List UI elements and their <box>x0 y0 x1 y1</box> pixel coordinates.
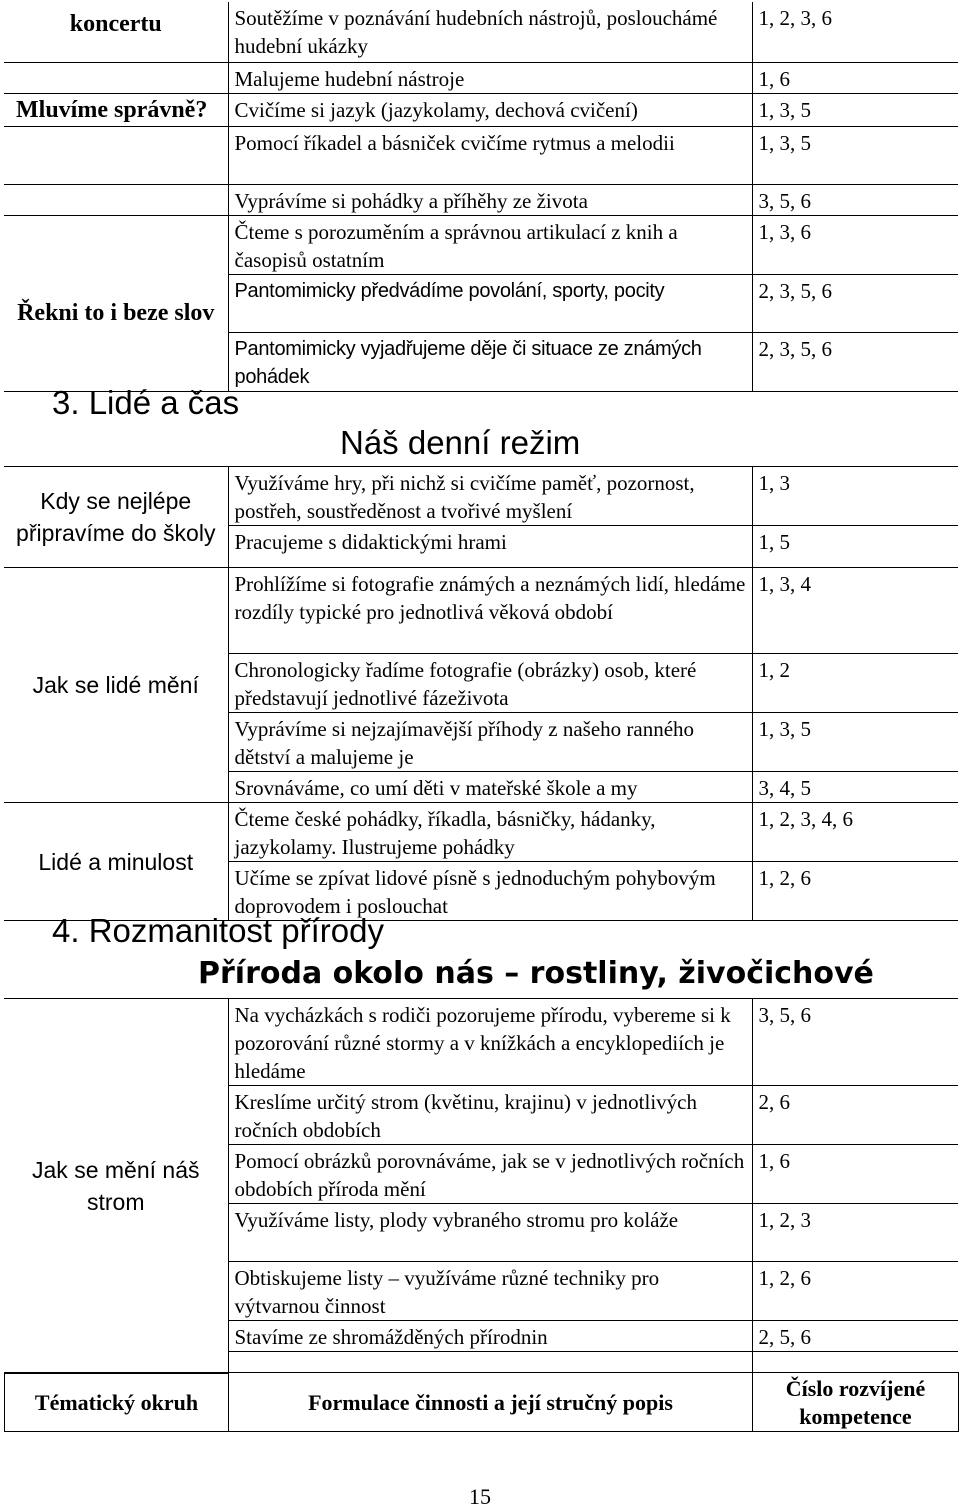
activity-cell: Obtiskujeme listy – využíváme různé techniky pro výtvarnou činnost <box>228 1262 752 1321</box>
section-subtitle: Náš denní režim <box>340 424 581 461</box>
competence-cell: 1, 3, 4 <box>752 568 958 654</box>
activity-cell: Prohlížíme si fotografie známých a neznámých lidí, hledáme rozdíly typické pro jednotlivá věková období <box>228 568 752 654</box>
empty-cell <box>228 1352 752 1374</box>
activity-cell: Pomocí říkadel a básniček cvičíme rytmus a melodii <box>228 126 752 184</box>
competence-cell: 1, 6 <box>752 62 958 93</box>
empty-cell <box>4 62 228 93</box>
competence-cell: 2, 5, 6 <box>752 1321 958 1352</box>
section-subtitle: Příroda okolo nás – rostliny, živočichové <box>198 956 874 991</box>
competence-cell: 1, 3, 5 <box>752 713 958 772</box>
competence-cell: 1, 2, 3, 4, 6 <box>752 803 958 862</box>
topic-cell: Řekni to i beze slov <box>4 215 228 391</box>
activity-cell: Pantomimicky předvádíme povolání, sporty, pocity <box>228 274 752 332</box>
activity-cell: Čteme s porozuměním a správnou artikulací z knih a časopisů ostatním <box>228 215 752 274</box>
legend-activity: Formulace činnosti a její stručný popis <box>229 1373 753 1432</box>
activity-cell: Pracujeme s didaktickými hrami <box>228 526 752 568</box>
activity-cell: Soutěžíme v poznávání hudebních nástrojů, poslouchámé hudební ukázky <box>228 2 752 62</box>
table-activities-2 <box>4 466 958 921</box>
activity-cell: Čteme české pohádky, říkadla, básničky, hádanky, jazykolamy. Ilustrujeme pohádky <box>228 803 752 862</box>
legend-topic: Tématický okruh <box>5 1373 229 1432</box>
topic-cell: Mluvíme správně? <box>4 93 228 126</box>
activity-cell: Malujeme hudební nástroje <box>228 62 752 93</box>
empty-cell <box>4 126 228 184</box>
competence-cell: 2, 3, 5, 6 <box>752 332 958 391</box>
table-activities-1 <box>4 2 958 392</box>
competence-cell: 1, 6 <box>752 1145 958 1204</box>
section-title: 3. Lidé a čas <box>52 384 240 421</box>
competence-cell: 3, 5, 6 <box>752 184 958 215</box>
activity-cell: Na vycházkách s rodiči pozorujeme přírodu, vybereme si k pozorování různé stormy a v knížkách a encyklopediích je hledáme <box>228 999 752 1086</box>
competence-cell: 1, 2, 3 <box>752 1204 958 1262</box>
activity-cell: Vyprávíme si nejzajímavější příhody z našeho ranného dětství a malujeme je <box>228 713 752 772</box>
activity-cell: Srovnáváme, co umí děti v mateřské škole a my <box>228 772 752 803</box>
page-number: 15 <box>469 1484 491 1509</box>
activity-cell: Využíváme listy, plody vybraného stromu pro koláže <box>228 1204 752 1262</box>
topic-cell: Jak se lidé mění <box>4 568 228 803</box>
competence-cell: 1, 2, 3, 6 <box>752 2 958 62</box>
activity-cell: Učíme se zpívat lidové písně s jednoduchým pohybovým doprovodem i poslouchat <box>228 862 752 921</box>
competence-cell: 2, 3, 5, 6 <box>752 274 958 332</box>
activity-cell: Využíváme hry, při nichž si cvičíme paměť, pozornost, postřeh, soustředěnost a tvořivé myšlení <box>228 467 752 526</box>
competence-cell: 1, 3, 6 <box>752 215 958 274</box>
activity-cell: Stavíme ze shromážděných přírodnin <box>228 1321 752 1352</box>
competence-cell: 1, 2 <box>752 654 958 713</box>
competence-cell: 2, 6 <box>752 1086 958 1145</box>
competence-cell: 1, 5 <box>752 526 958 568</box>
topic-cell: Jak se mění náš strom <box>4 999 228 1374</box>
competence-cell: 1, 2, 6 <box>752 1262 958 1321</box>
competence-cell: 1, 3, 5 <box>752 93 958 126</box>
table-activities-3 <box>4 998 958 1374</box>
activity-cell: Cvičíme si jazyk (jazykolamy, dechová cvičení) <box>228 93 752 126</box>
table-column-legend <box>4 1372 959 1432</box>
activity-cell: Chronologicky řadíme fotografie (obrázky) osob, které představují jednotlivé fázeživota <box>228 654 752 713</box>
legend-competence: Číslo rozvíjené kompetence <box>753 1373 959 1432</box>
activity-cell: Kreslíme určitý strom (květinu, krajinu) v jednotlivých ročních obdobích <box>228 1086 752 1145</box>
competence-cell: 1, 2, 6 <box>752 862 958 921</box>
empty-cell <box>4 184 228 215</box>
activity-cell: Pomocí obrázků porovnáváme, jak se v jednotlivých ročních obdobích příroda mění <box>228 1145 752 1204</box>
competence-cell: 1, 3, 5 <box>752 126 958 184</box>
section-title: 4. Rozmanitost přírody <box>52 912 384 949</box>
competence-cell: 3, 4, 5 <box>752 772 958 803</box>
empty-cell <box>752 1352 958 1374</box>
competence-cell: 3, 5, 6 <box>752 999 958 1086</box>
topic-cell: Lidé a minulost <box>4 803 228 921</box>
activity-cell: Vyprávíme si pohádky a příhěhy ze života <box>228 184 752 215</box>
topic-cell: Kdy se nejlépe připravíme do školy <box>4 467 228 568</box>
competence-cell: 1, 3 <box>752 467 958 526</box>
activity-cell: Pantomimicky vyjadřujeme děje či situace ze známých pohádek <box>228 332 752 391</box>
topic-cell: koncertu <box>4 2 228 62</box>
